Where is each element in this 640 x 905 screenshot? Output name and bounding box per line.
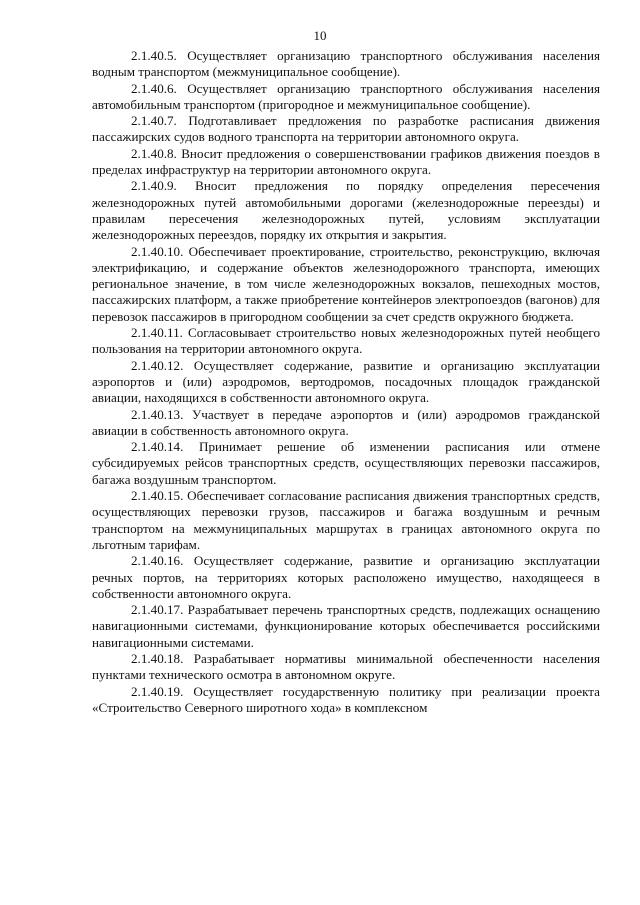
paragraph-2-1-40-15: 2.1.40.15. Обеспечивает согласование расписания движения транспортных средств, осуществляющих перевозки грузов, пассажиров и багажа воздушным и речным транспортом на межмуниципальных маршрутах в границах автономного округа по льготным тарифам.: [92, 488, 600, 552]
paragraph-2-1-40-5: 2.1.40.5. Осуществляет организацию транспортного обслуживания населения водным транспортом (межмуниципальное сообщение).: [92, 48, 600, 80]
paragraph-2-1-40-11: 2.1.40.11. Согласовывает строительство новых железнодорожных путей необщего пользования на территории автономного округа.: [92, 325, 600, 357]
paragraph-2-1-40-16: 2.1.40.16. Осуществляет содержание, развитие и организацию эксплуатации речных портов, на территориях которых расположено имущество, находящееся в собственности автономного округа.: [92, 553, 600, 601]
paragraph-2-1-40-19: 2.1.40.19. Осуществляет государственную политику при реализации проекта «Строительство Северного широтного хода» в комплексном: [92, 683, 600, 715]
document-body: [92, 48, 600, 716]
paragraph-2-1-40-18: 2.1.40.18. Разрабатывает нормативы минимальной обеспеченности населения пунктами технического осмотра в автономном округе.: [92, 650, 600, 683]
paragraph-2-1-40-6: 2.1.40.6. Осуществляет организацию транспортного обслуживания населения автомобильным транспортом (пригородное и межмуниципальное сообщение).: [92, 80, 600, 112]
paragraph-2-1-40-8: 2.1.40.8. Вносит предложения о совершенствовании графиков движения поездов в пределах инфраструктур на территории автономного округа.: [92, 145, 600, 178]
paragraph-2-1-40-7: 2.1.40.7. Подготавливает предложения по разработке расписания движения пассажирских судов водного транспорта на территории автономного округа.: [92, 113, 600, 145]
paragraph-2-1-40-12: 2.1.40.12. Осуществляет содержание, развитие и организацию эксплуатации аэропортов и (или) аэродромов, вертодромов, посадочных площадок гражданской авиации, находящихся в собственности автономного округа.: [92, 357, 600, 406]
page-number: 10: [313, 28, 327, 43]
paragraph-2-1-40-17: 2.1.40.17. Разрабатывает перечень транспортных средств, подлежащих оснащению навигационными системами, функционирование которых обеспечивается российскими навигационными системами.: [92, 602, 600, 650]
paragraph-2-1-40-13: 2.1.40.13. Участвует в передаче аэропортов и (или) аэродромов гражданской авиации в собственность автономного округа.: [92, 406, 600, 438]
paragraph-2-1-40-9: 2.1.40.9. Вносит предложения по порядку определения пересечения железнодорожных путей автомобильными дорогами (железнодорожные переезды) и правилам пересечения железнодорожных путей, условиям эксплуатации железнодорожных переездов, порядку их открытия и закрытия.: [92, 178, 600, 243]
paragraph-2-1-40-10: 2.1.40.10. Обеспечивает проектирование, строительство, реконструкцию, включая электрификацию, и содержание объектов железнодорожного транспорта, имеющих региональное значение, в том числе железнодорожных вокзалов, пешеходных мостов, пассажирских платформ, а также приобретение контейнеров электропоездов (вагонов) для перевозок пассажиров в пригородном сообщении за счет средств окружного бюджета.: [92, 243, 600, 324]
paragraph-2-1-40-14: 2.1.40.14. Принимает решение об изменении расписания или отмене субсидируемых рейсов транспортных средств, осуществляющих перевозки пассажиров, багажа воздушным транспортом.: [92, 439, 600, 487]
